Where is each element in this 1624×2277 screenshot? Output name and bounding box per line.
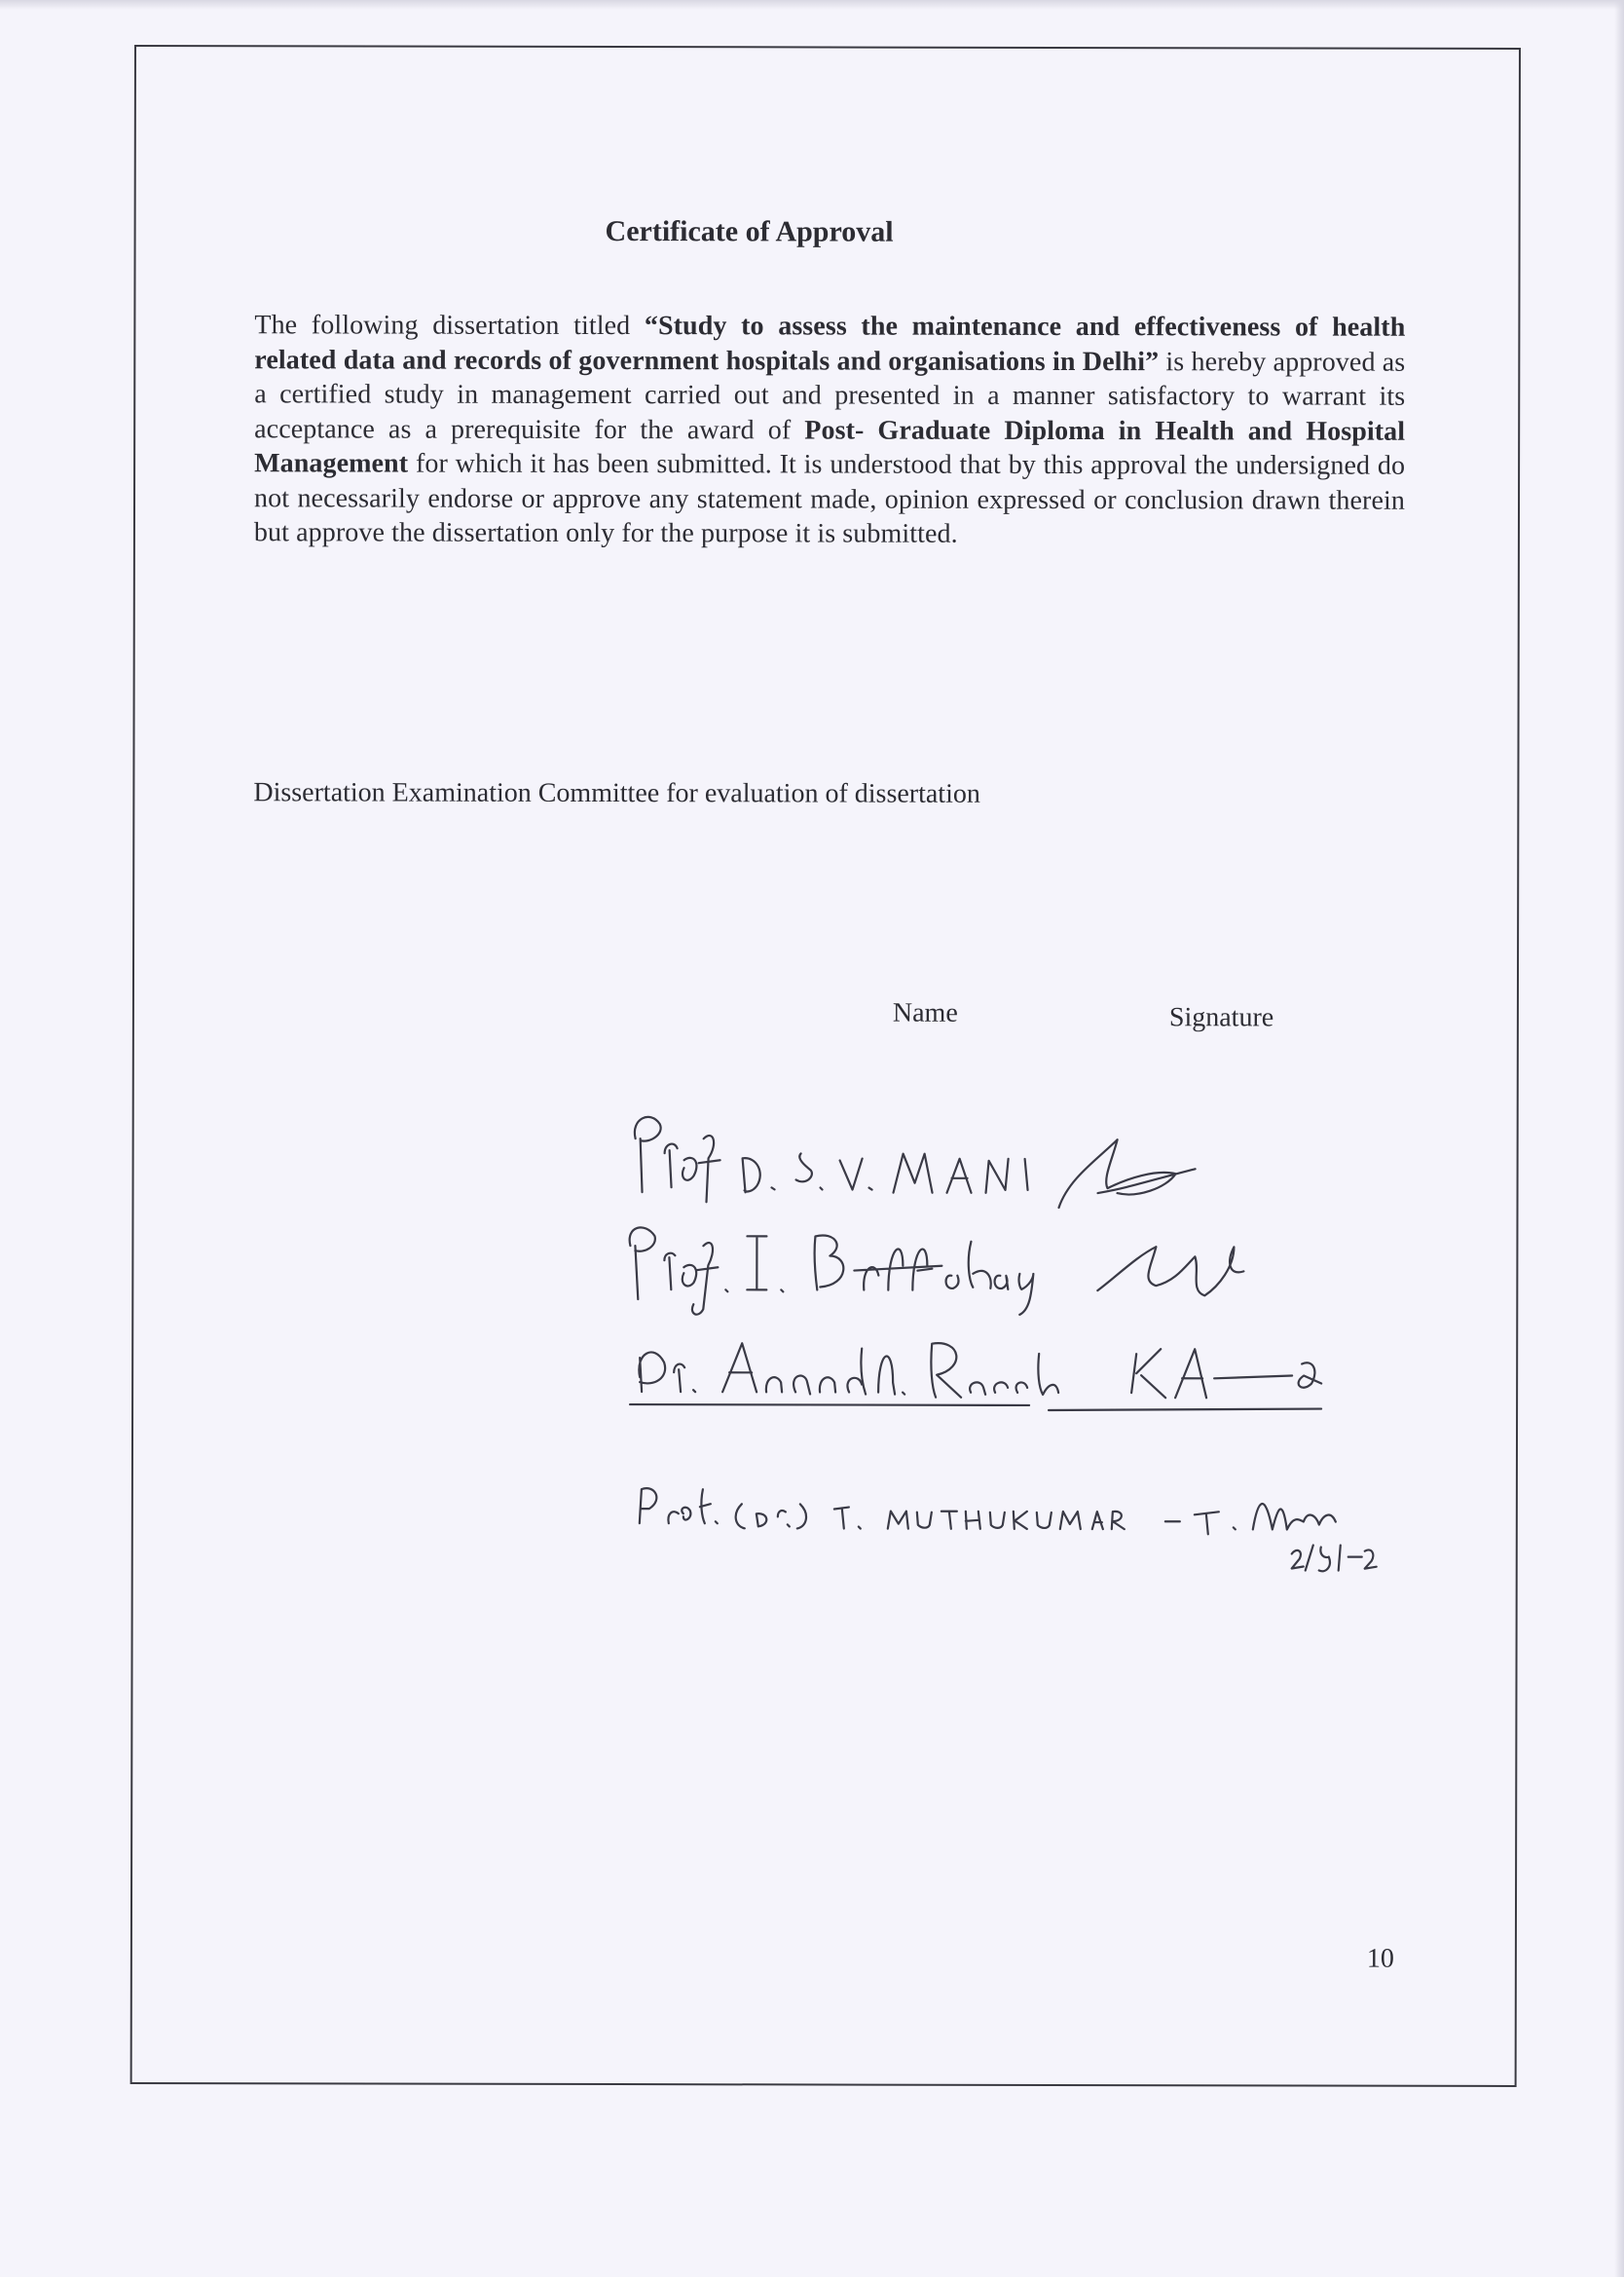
page-title: Certificate of Approval [605, 215, 894, 248]
award-name: Post- Graduate Diploma in Health and Hospital Management [254, 414, 1406, 479]
paragraph-middle: is hereby approved as a certified study in management carried out and presented in a manner satisfactory to warrant its acceptance as a prerequisite for the award of [254, 346, 1406, 445]
handwritten-signatures [610, 1100, 1488, 1608]
signature-row-3 [630, 1343, 1321, 1411]
scan-shadow-right [1614, 0, 1624, 2277]
signature-row-1 [635, 1117, 1196, 1208]
dissertation-title: “Study to assess the maintenance and effectiveness of health related data and records of government hospitals and organisations in Delhi” [254, 311, 1406, 377]
page-border [130, 45, 1521, 2087]
paragraph-intro: The following dissertation titled [254, 310, 645, 342]
signature-column-heading: Signature [1168, 1002, 1274, 1033]
name-column-heading: Name [892, 997, 958, 1028]
paragraph-end: for which it has been submitted. It is understood that by this approval the undersigned do not necessarily endorse or approve any statement made, opinion expressed or conclusion drawn therein but approve the dissertation only for the purpose it is submitted. [253, 448, 1406, 549]
committee-heading: Dissertation Examination Committee for evaluation of dissertation [253, 777, 980, 809]
signature-row-2 [629, 1227, 1243, 1315]
page-number: 10 [1366, 1943, 1394, 1974]
approval-paragraph [254, 308, 1406, 552]
signature-row-4 [640, 1488, 1377, 1571]
scan-shadow-top [0, 0, 1624, 10]
